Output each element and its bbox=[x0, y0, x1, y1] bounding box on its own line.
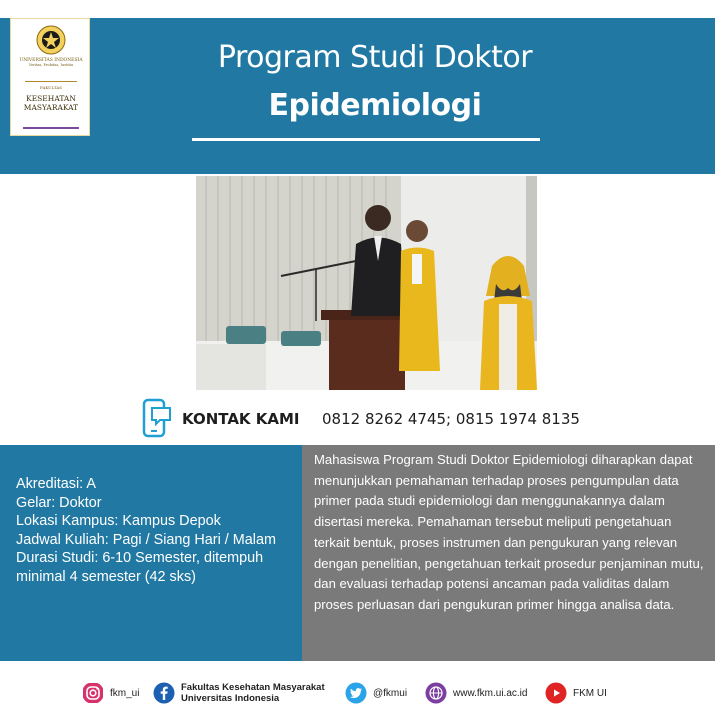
website-link[interactable] bbox=[425, 682, 527, 704]
faculty-logo bbox=[10, 18, 90, 136]
makara-emblem-icon bbox=[36, 25, 66, 55]
twitter-link[interactable] bbox=[345, 682, 407, 704]
phone-chat-icon bbox=[142, 398, 172, 438]
accreditation-item: Akreditasi: A bbox=[16, 476, 96, 492]
event-photo bbox=[196, 176, 537, 390]
youtube-icon bbox=[545, 682, 567, 704]
globe-icon bbox=[425, 682, 447, 704]
program-description: Mahasiswa Program Studi Doktor Epidemiologi diharapkan dapat menunjukkan pemahaman terhadap proses pengumpulan data primer pada studi epidemiologi dan menggunakannya dalam disertasi mereka. Pemahaman tersebut meliputi pengetahuan terkait bentuk, proses instrumen dan pengukuran yang relevan dengan penelitian, pengetahuan terkait prosedur penjaminan mutu, dan evaluasi terhadap potensi ancaman pada validitas dalam proses perluasan dari pengukuran primer hingga analisa data. bbox=[314, 452, 704, 612]
program-info-panel bbox=[0, 445, 302, 661]
logo-accent-strip bbox=[23, 127, 79, 129]
program-description-panel bbox=[302, 445, 715, 661]
logo-faculty-name: KESEHATAN MASYARAKAT bbox=[23, 94, 79, 112]
header-banner bbox=[0, 18, 715, 174]
contact-label: KONTAK KAMI bbox=[182, 410, 300, 428]
program-name: Epidemiologi bbox=[268, 88, 482, 123]
study-duration-item: Durasi Studi: 6-10 Semester, ditempuh minimal 4 semester (42 sks) bbox=[16, 550, 264, 585]
instagram-link[interactable] bbox=[82, 682, 139, 704]
facebook-page-name: Fakultas Kesehatan Masyarakat Universitas Indonesia bbox=[181, 682, 325, 704]
youtube-channel: FKM UI bbox=[573, 687, 607, 699]
logo-faculty-small: FAKULTAS bbox=[40, 85, 62, 90]
logo-university-text: UNIVERSITAS INDONESIA Veritas, Probitas, Iustitia bbox=[19, 58, 83, 67]
twitter-icon bbox=[345, 682, 367, 704]
page-title: Program Studi Doktor bbox=[217, 40, 533, 75]
degree-item: Gelar: Doktor bbox=[16, 494, 102, 511]
schedule-item: Jadwal Kuliah: Pagi / Siang Hari / Malam bbox=[16, 531, 276, 548]
contact-phone-numbers[interactable]: 0812 8262 4745; 0815 1974 8135 bbox=[322, 410, 580, 428]
facebook-icon bbox=[153, 682, 175, 704]
logo-divider bbox=[25, 81, 77, 82]
instagram-handle: fkm_ui bbox=[110, 687, 140, 699]
website-url: www.fkm.ui.ac.id bbox=[453, 687, 528, 699]
twitter-handle: @fkmui bbox=[373, 687, 408, 699]
social-footer bbox=[0, 668, 715, 715]
program-info-list bbox=[16, 475, 302, 586]
title-underline bbox=[192, 138, 540, 141]
youtube-link[interactable] bbox=[545, 682, 607, 704]
instagram-icon bbox=[82, 682, 104, 704]
facebook-link[interactable] bbox=[153, 682, 325, 704]
campus-location-item: Lokasi Kampus: Kampus Depok bbox=[16, 513, 221, 529]
